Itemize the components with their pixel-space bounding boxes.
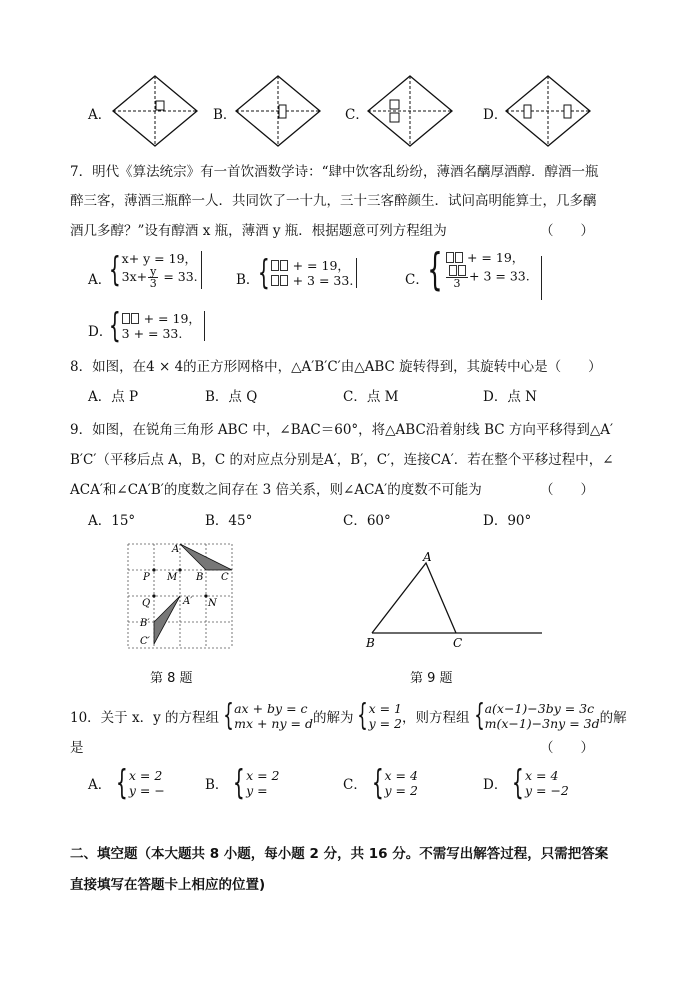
figure-8-grid [124,540,238,652]
q10-option-a-label: A． [88,777,112,793]
q7-option-b-label: B． [236,272,260,288]
q7-line-3: 酒几多醇？”设有醇酒 x 瓶，薄酒 y 瓶．根据题意可列方程组为 [70,223,447,239]
q9-line-3: ACA′和∠CA′B′的度数之间存在 3 倍关系，则∠ACA′的度数不可能为 [70,482,482,498]
q7-b-eq2: + 3 = 33. [288,273,354,288]
q10-d-y: y = −2 [524,783,569,798]
q7-b-eq1-mid: + = 19， [288,258,350,273]
q7-option-d-label: D． [88,324,113,340]
q9-line-2: B′C′（平移后点 A，B，C 的对应点分别是A′，B′，C′，连接CA′．若在整个平移过程中，∠ [70,452,614,468]
q10-c-y: y = 2 [384,783,418,798]
brace-icon: { [357,698,369,733]
section-2-heading-line-2: 直接填写在答题卡上相应的位置) [70,877,266,893]
fig9-label-a: A [423,550,432,564]
q10-sys2-eq1: x = 1 [368,701,402,716]
brace-icon: { [512,763,525,803]
q7-option-a-label: A． [88,272,112,288]
q9-line-1: 9．如图，在锐角三角形 ABC 中，∠BAC＝60°，将△ABC沿着射线 BC 方向平移得到△A′ [70,422,614,438]
q10-c-x: x = 4 [384,768,418,783]
q7-a-frac-num: y [150,265,157,278]
brace-icon: { [257,253,270,293]
q10-line-2: 是 [70,740,84,756]
q10-option-d-label: D． [483,777,508,793]
q6-option-d-figure [504,74,592,148]
fig8-label-a: A [172,544,180,555]
q7-a-eq1: x+ y = 19， [121,251,198,266]
q8-option-c: C．点 M [343,389,399,405]
q10-sys3-eq2: m(x−1)−3ny = 3d [484,716,600,731]
q7-c-eq2: + 3 = 33. [469,268,530,284]
q8-option-d: D．点 N [483,389,537,405]
brace-icon: { [223,698,234,733]
q10-sys3-eq1: a(x−1)−3by = 3c [484,701,595,716]
q7-option-c-label: C． [405,272,429,288]
fig9-label-c: C [453,636,463,650]
brace-icon: { [233,763,246,803]
q6-option-c-label: C． [345,107,369,123]
q9-option-d: D．90° [483,513,532,529]
q7-line-2: 醉三客，薄酒三瓶醉一人．共同饮了一十九，三十三客醉颜生．试问高明能算士，几多醨 [70,193,597,209]
brace-icon: { [473,698,485,733]
q10-sys1-eq2: mx + ny = d [234,716,313,731]
q10-b-y: y = [246,783,268,798]
fig8-label-c: C [221,572,229,583]
q10-option-c [343,763,418,803]
fig8-label-a-prime: A′ [183,596,193,607]
brace-icon: { [371,763,384,803]
triangle-a2b2c2 [154,596,180,644]
brace-icon: { [108,306,121,346]
q10-b-x: x = 2 [246,768,280,783]
q6-option-a-label: A． [88,107,112,123]
q10-option-b-label: B． [205,777,229,793]
q7-answer-paren: （ ） [540,223,594,239]
q7-option-c-bar [541,256,542,300]
figure-9-caption: 第 9 题 [410,671,453,686]
q10-mid-1: 的解为 [312,710,354,726]
q8-option-b: B．点 Q [205,389,258,405]
q8-question: 8．如图，在4 × 4的正方形网格中，△A′B′C′由△ABC 旋转得到，其旋转中心是（ ） [70,359,602,375]
q6-option-b-figure [234,74,322,148]
fig8-label-n: N [208,598,217,609]
q7-c-frac-den: 3 [453,277,461,290]
brace-icon: { [116,763,129,803]
q7-c-eq1: + = 19， [463,250,525,265]
q7-option-c-system [421,243,533,295]
q6-option-b-label: B． [213,107,237,123]
q10-option-d [483,763,569,803]
q7-a-eq2-rhs: = 33. [159,269,198,284]
triangle-abc [180,544,232,570]
q6-option-a-figure [111,74,199,148]
fig8-label-b: B [196,572,204,583]
q7-line-1: 7．明代《算法统宗》有一首饮酒数学诗：“肆中饮客乱纷纷，薄酒名醨厚酒醇．醇酒一瓶 [70,164,599,180]
q7-option-d-system [104,306,205,346]
fig8-label-m: M [167,572,178,583]
figure-9-triangle [362,548,546,652]
q10-option-b [205,763,280,803]
q10-line-1 [70,699,627,733]
q10-mid-2: ，则方程组 [402,710,470,726]
q9-answer-paren: （ ） [540,482,594,498]
q7-d-eq2: 3 + = 33. [121,326,183,341]
fig8-label-b-prime: B′ [140,618,150,629]
q10-a-y: y = − [128,783,165,798]
q10-option-a [88,763,165,803]
fig9-label-b: B [366,636,375,650]
section-2-heading-line-1: 二、填空题（本大题共 8 小题，每小题 2 分，共 16 分。不需写出解答过程，只需把答案 [70,846,609,862]
q10-a-x: x = 2 [128,768,163,783]
q10-sys1-eq1: ax + by = c [234,701,308,716]
q10-end: 的解 [599,710,627,726]
q7-option-b-system [253,253,357,293]
q9-option-a: A．15° [88,513,136,529]
figure-8-caption: 第 8 题 [150,671,193,686]
fig8-label-q: Q [142,598,151,609]
fig8-label-p: P [143,572,150,583]
q7-a-frac-den: 3 [149,277,157,290]
fig8-label-c-prime: C′ [140,636,150,647]
q8-option-a: A．点 P [88,389,139,405]
q6-option-d-label: D． [483,107,508,123]
q7-a-eq2-lhs: 3x+ [121,269,148,284]
q10-d-x: x = 4 [524,768,559,783]
q7-option-a-system [104,251,202,289]
brace-icon: { [427,243,443,295]
q10-answer-paren: （ ） [540,740,594,756]
q10-intro: 10．关于 x．y 的方程组 [70,710,220,726]
q10-option-c-label: C． [343,777,367,793]
q9-option-c: C．60° [343,513,391,529]
q6-option-c-figure [366,74,454,148]
brace-icon: { [108,250,121,290]
q10-sys2-eq2: y = 2 [368,716,402,731]
q7-d-eq1: + = 19， [139,311,201,326]
q9-option-b: B．45° [205,513,253,529]
